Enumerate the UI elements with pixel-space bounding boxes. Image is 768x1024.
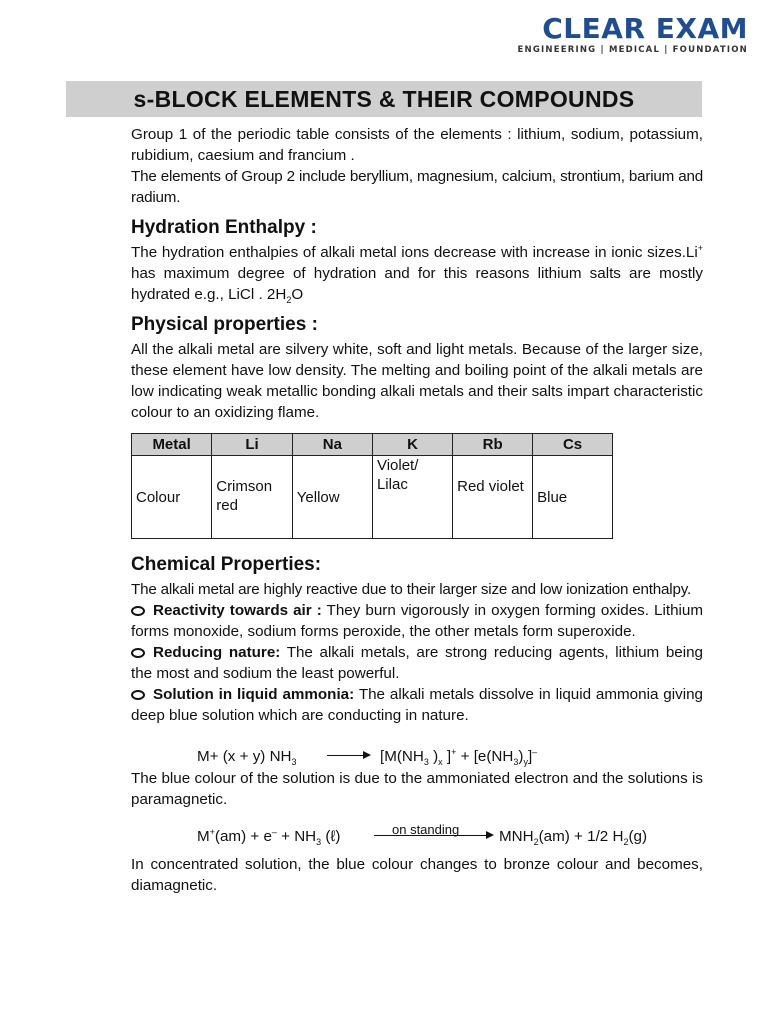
table-cell: Crimson red (212, 456, 293, 539)
page-title: s-BLOCK ELEMENTS & THEIR COMPOUNDS (133, 86, 635, 112)
equation-products: [$M(NH_3$ )$_x$ ]$^+ + [e(NH_3)_y]^-$ (380, 746, 538, 768)
equation-reactants: $M^+(am) + e^- + NH_3$ (ℓ) (197, 826, 341, 848)
table-cell: Red violet (453, 456, 533, 539)
table-row (132, 456, 613, 539)
equation-products: $MNH_2(am) + 1/2$ $H_2(g)$ (499, 828, 648, 848)
circle-bullet-icon (131, 690, 145, 700)
table-header: Na (292, 434, 372, 456)
arrow-condition: on standing (392, 822, 460, 837)
logo-title: CLEAR EXAM (542, 12, 748, 45)
equation-standing (131, 820, 703, 848)
list-item: Reducing nature: The alkali metals, are strong reducing agents, lithium being the most and sodium the least powerful. (131, 644, 703, 682)
physical-heading: Physical properties : (131, 314, 318, 335)
hydration-heading: Hydration Enthalpy : (131, 217, 317, 238)
title-bar (66, 81, 702, 117)
table-header: Metal (132, 434, 212, 456)
table-header: Cs (533, 434, 613, 456)
list-item: Reactivity towards air : They burn vigorously in oxygen forming oxides. Lithium forms monoxide, sodium forms peroxide, the other metals form superoxide. (131, 602, 703, 640)
chemical-heading: Chemical Properties: (131, 554, 322, 575)
table-header: K (372, 434, 452, 456)
flame-colour-table (131, 433, 613, 539)
reaction-arrow-icon (327, 755, 369, 756)
physical-text: All the alkali metal are silvery white, soft and light metals. Because of the larger size, these element have low density. The melting and boiling point of the alkali metals are low indicating weak metallic bonding alkali metals and their salts impart characteristic colour to an oxidizing flame. (131, 341, 703, 421)
table-cell: Colour (132, 456, 212, 539)
blue-colour-explanation: The blue colour of the solution is due to the ammoniated electron and the solutions is paramagnetic. (131, 770, 703, 808)
reaction-arrow-icon (374, 822, 492, 837)
table-cell: Violet/ Lilac (372, 456, 452, 539)
list-item: Solution in liquid ammonia: The alkali metals dissolve in liquid ammonia giving deep blue solution which are conducting in nature. (131, 686, 703, 724)
intro-group1: Group 1 of the periodic table consists of the elements : lithium, sodium, potassium, rubidium, caesium and francium . (131, 126, 703, 164)
hydration-text: The hydration enthalpies of alkali metal ions decrease with increase in ionic sizes.Li+ has maximum degree of hydration and for this reasons lithium salts are mostly hydrated e.g., LiCl . $2H_2O$ (131, 242, 703, 306)
document-body (131, 124, 703, 896)
equation-ammonia (131, 740, 703, 768)
conclusion-text: In concentrated solution, the blue colour changes to bronze colour and becomes, diamagnetic. (131, 856, 703, 894)
table-header-row (132, 434, 613, 456)
logo-tagline: ENGINEERING | MEDICAL | FOUNDATION (517, 45, 748, 55)
table-cell: Blue (533, 456, 613, 539)
table-header: Li (212, 434, 293, 456)
table-cell: Yellow (292, 456, 372, 539)
chemical-intro: The alkali metal are highly reactive due to their larger size and low ionization enthalpy. (131, 581, 691, 598)
circle-bullet-icon (131, 648, 145, 658)
table-header: Rb (453, 434, 533, 456)
circle-bullet-icon (131, 606, 145, 616)
equation-reactants: M+ (x + y) $NH_3$ (197, 748, 297, 768)
clear-exam-logo (518, 14, 748, 55)
intro-group2: The elements of Group 2 include beryllium, magnesium, calcium, strontium, barium and radium. (131, 168, 703, 206)
